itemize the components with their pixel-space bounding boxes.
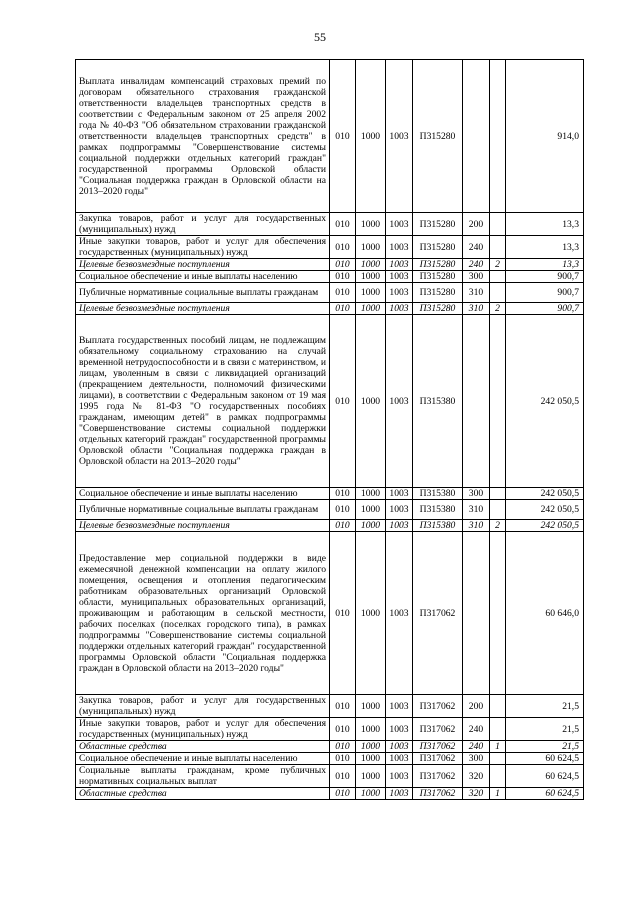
- row-name: Социальное обеспечение и иные выплаты населению: [76, 488, 330, 500]
- table-row: [76, 765, 584, 788]
- row-code-source: [490, 236, 506, 259]
- row-code-section: 1000: [356, 718, 386, 741]
- row-code-target: П317062: [413, 765, 463, 788]
- row-code-admin: 010: [330, 788, 356, 800]
- row-name: Областные средства: [76, 788, 330, 800]
- row-name: Социальное обеспечение и иные выплаты населению: [76, 753, 330, 765]
- row-code-subsection: 1003: [386, 718, 413, 741]
- row-code-expense-type: [463, 315, 490, 488]
- table-row: [76, 741, 584, 753]
- row-code-subsection: 1003: [386, 271, 413, 283]
- row-amount: 242 050,5: [506, 315, 584, 488]
- row-code-expense-type: [463, 60, 490, 213]
- row-name: Иные закупки товаров, работ и услуг для обеспечения государственных (муниципальных) нужд: [76, 236, 330, 259]
- row-amount: 21,5: [506, 718, 584, 741]
- row-amount: 60 624,5: [506, 753, 584, 765]
- table-row: [76, 500, 584, 520]
- row-code-source: [490, 315, 506, 488]
- row-code-source: 2: [490, 520, 506, 532]
- row-code-section: 1000: [356, 236, 386, 259]
- row-code-section: 1000: [356, 488, 386, 500]
- row-code-expense-type: 240: [463, 236, 490, 259]
- row-code-source: 1: [490, 788, 506, 800]
- row-amount: 60 624,5: [506, 788, 584, 800]
- row-code-section: 1000: [356, 753, 386, 765]
- table-row: [76, 695, 584, 718]
- row-code-target: П315280: [413, 283, 463, 303]
- row-code-source: [490, 488, 506, 500]
- row-code-target: П315280: [413, 60, 463, 213]
- row-code-section: 1000: [356, 60, 386, 213]
- row-amount: 242 050,5: [506, 500, 584, 520]
- row-code-source: [490, 718, 506, 741]
- budget-table: [75, 59, 584, 800]
- row-amount: 242 050,5: [506, 520, 584, 532]
- row-code-subsection: 1003: [386, 741, 413, 753]
- row-code-subsection: 1003: [386, 283, 413, 303]
- table-row: [76, 236, 584, 259]
- row-name: Областные средства: [76, 741, 330, 753]
- row-code-admin: 010: [330, 500, 356, 520]
- table-row: [76, 213, 584, 236]
- row-code-subsection: 1003: [386, 488, 413, 500]
- row-amount: 60 646,0: [506, 532, 584, 695]
- row-amount: 21,5: [506, 741, 584, 753]
- row-code-section: 1000: [356, 765, 386, 788]
- row-code-target: П317062: [413, 788, 463, 800]
- row-amount: 13,3: [506, 236, 584, 259]
- row-amount: 13,3: [506, 259, 584, 271]
- row-code-subsection: 1003: [386, 60, 413, 213]
- row-code-source: [490, 213, 506, 236]
- row-code-section: 1000: [356, 303, 386, 315]
- row-name: Выплата инвалидам компенсаций страховых премий по договорам обязательного страхования гражданской ответственности владельцев транспортных средств в соответствии с Федеральным законом от 25 апреля 2002 года № 40-ФЗ "Об обязательном страховании гражданской ответственности владельцев транспортных средств" в рамках подпрограммы "Совершенствование системы социальной поддержки отдельных категорий граждан" государственной программы Орловской области "Социальная поддержка граждан в Орловской области на 2013–2020 годы": [76, 60, 330, 213]
- row-code-subsection: 1003: [386, 236, 413, 259]
- row-code-expense-type: 300: [463, 271, 490, 283]
- row-amount: 13,3: [506, 213, 584, 236]
- row-name: Целевые безвозмездные поступления: [76, 259, 330, 271]
- row-code-source: [490, 765, 506, 788]
- row-code-section: 1000: [356, 788, 386, 800]
- row-code-target: П317062: [413, 741, 463, 753]
- row-code-admin: 010: [330, 213, 356, 236]
- row-code-section: 1000: [356, 741, 386, 753]
- row-name: Выплата государственных пособий лицам, не подлежащим обязательному социальному страхованию на случай временной нетрудоспособности и в связи с материнством, и лицам, уволенным в связи с ликвидацией организаций (прекращением деятельности, полномочий физическими лицами), в соответствии с Федеральным законом от 19 мая 1995 года № 81-ФЗ "О государственных пособиях гражданам, имеющим детей" в рамках подпрограммы "Совершенствование системы социальной поддержки отдельных категорий граждан" государственной программы Орловской области "Социальная поддержка граждан в Орловской области на 2013–2020 годы": [76, 315, 330, 488]
- table-row: [76, 488, 584, 500]
- row-amount: 242 050,5: [506, 488, 584, 500]
- row-code-target: П317062: [413, 532, 463, 695]
- row-code-target: П315380: [413, 520, 463, 532]
- row-code-source: [490, 753, 506, 765]
- row-amount: 60 624,5: [506, 765, 584, 788]
- table-body: [76, 60, 584, 800]
- table-row: [76, 788, 584, 800]
- row-code-subsection: 1003: [386, 532, 413, 695]
- row-code-subsection: 1003: [386, 500, 413, 520]
- row-code-admin: 010: [330, 271, 356, 283]
- row-code-expense-type: 200: [463, 695, 490, 718]
- row-code-admin: 010: [330, 259, 356, 271]
- row-code-target: П315280: [413, 271, 463, 283]
- table-row: [76, 532, 584, 695]
- row-code-expense-type: 310: [463, 303, 490, 315]
- row-code-source: [490, 283, 506, 303]
- row-code-expense-type: 310: [463, 520, 490, 532]
- table-row: [76, 718, 584, 741]
- row-name: Закупка товаров, работ и услуг для государственных (муниципальных) нужд: [76, 213, 330, 236]
- row-code-source: 2: [490, 303, 506, 315]
- row-code-subsection: 1003: [386, 765, 413, 788]
- row-code-subsection: 1003: [386, 753, 413, 765]
- row-code-section: 1000: [356, 271, 386, 283]
- table-row: [76, 60, 584, 213]
- row-code-target: П315280: [413, 236, 463, 259]
- row-code-section: 1000: [356, 695, 386, 718]
- row-name: Целевые безвозмездные поступления: [76, 303, 330, 315]
- row-name: Иные закупки товаров, работ и услуг для обеспечения государственных (муниципальных) нужд: [76, 718, 330, 741]
- row-amount: 900,7: [506, 303, 584, 315]
- row-code-expense-type: [463, 532, 490, 695]
- row-code-source: 2: [490, 259, 506, 271]
- table-row: [76, 315, 584, 488]
- row-name: Целевые безвозмездные поступления: [76, 520, 330, 532]
- row-amount: 914,0: [506, 60, 584, 213]
- row-code-expense-type: 300: [463, 753, 490, 765]
- row-code-expense-type: 240: [463, 741, 490, 753]
- row-code-target: П315380: [413, 315, 463, 488]
- row-code-expense-type: 320: [463, 765, 490, 788]
- row-code-expense-type: 240: [463, 718, 490, 741]
- row-code-admin: 010: [330, 236, 356, 259]
- row-code-target: П315280: [413, 213, 463, 236]
- row-code-target: П317062: [413, 695, 463, 718]
- row-name: Социальные выплаты гражданам, кроме публичных нормативных социальных выплат: [76, 765, 330, 788]
- row-code-subsection: 1003: [386, 315, 413, 488]
- table-row: [76, 520, 584, 532]
- row-code-admin: 010: [330, 315, 356, 488]
- row-code-expense-type: 200: [463, 213, 490, 236]
- row-code-admin: 010: [330, 488, 356, 500]
- row-code-section: 1000: [356, 213, 386, 236]
- row-code-source: [490, 271, 506, 283]
- row-name: Предоставление мер социальной поддержки в виде ежемесячной денежной компенсации на оплату жилого помещения, освещения и отопления педагогическим работникам образовательных организаций Орловской области, муниципальных образовательных организаций, проживающим и работающим в сельской местности, рабочих поселках (поселках городского типа), в рамках подпрограммы "Совершенствование системы социальной поддержки отдельных категорий граждан" государственной программы Орловской области "Социальная поддержка граждан в Орловской области на 2013–2020 годы": [76, 532, 330, 695]
- row-name: Публичные нормативные социальные выплаты гражданам: [76, 500, 330, 520]
- row-code-target: П315280: [413, 259, 463, 271]
- row-code-subsection: 1003: [386, 303, 413, 315]
- table-row: [76, 271, 584, 283]
- row-code-expense-type: 310: [463, 283, 490, 303]
- table-row: [76, 259, 584, 271]
- table-row: [76, 303, 584, 315]
- row-code-subsection: 1003: [386, 788, 413, 800]
- row-code-admin: 010: [330, 765, 356, 788]
- row-name: Закупка товаров, работ и услуг для государственных (муниципальных) нужд: [76, 695, 330, 718]
- row-code-admin: 010: [330, 753, 356, 765]
- row-amount: 900,7: [506, 283, 584, 303]
- row-code-source: 1: [490, 741, 506, 753]
- row-code-section: 1000: [356, 520, 386, 532]
- row-amount: 21,5: [506, 695, 584, 718]
- row-code-expense-type: 300: [463, 488, 490, 500]
- row-code-subsection: 1003: [386, 259, 413, 271]
- row-code-subsection: 1003: [386, 213, 413, 236]
- row-code-section: 1000: [356, 259, 386, 271]
- row-code-admin: 010: [330, 532, 356, 695]
- row-code-section: 1000: [356, 500, 386, 520]
- row-code-admin: 010: [330, 718, 356, 741]
- row-code-expense-type: 320: [463, 788, 490, 800]
- row-name: Социальное обеспечение и иные выплаты населению: [76, 271, 330, 283]
- row-code-expense-type: 240: [463, 259, 490, 271]
- row-code-section: 1000: [356, 283, 386, 303]
- row-code-target: П317062: [413, 718, 463, 741]
- row-name: Публичные нормативные социальные выплаты гражданам: [76, 283, 330, 303]
- row-code-source: [490, 60, 506, 213]
- row-code-admin: 010: [330, 60, 356, 213]
- row-code-source: [490, 500, 506, 520]
- row-code-admin: 010: [330, 283, 356, 303]
- row-code-target: П317062: [413, 753, 463, 765]
- row-code-admin: 010: [330, 303, 356, 315]
- row-code-target: П315380: [413, 500, 463, 520]
- row-code-admin: 010: [330, 741, 356, 753]
- table-row: [76, 283, 584, 303]
- row-code-admin: 010: [330, 695, 356, 718]
- row-code-expense-type: 310: [463, 500, 490, 520]
- table-row: [76, 753, 584, 765]
- row-code-source: [490, 695, 506, 718]
- row-code-section: 1000: [356, 532, 386, 695]
- page-number: 55: [314, 30, 326, 44]
- row-code-target: П315380: [413, 488, 463, 500]
- row-amount: 900,7: [506, 271, 584, 283]
- row-code-target: П315280: [413, 303, 463, 315]
- row-code-subsection: 1003: [386, 520, 413, 532]
- row-code-subsection: 1003: [386, 695, 413, 718]
- row-code-section: 1000: [356, 315, 386, 488]
- row-code-admin: 010: [330, 520, 356, 532]
- row-code-source: [490, 532, 506, 695]
